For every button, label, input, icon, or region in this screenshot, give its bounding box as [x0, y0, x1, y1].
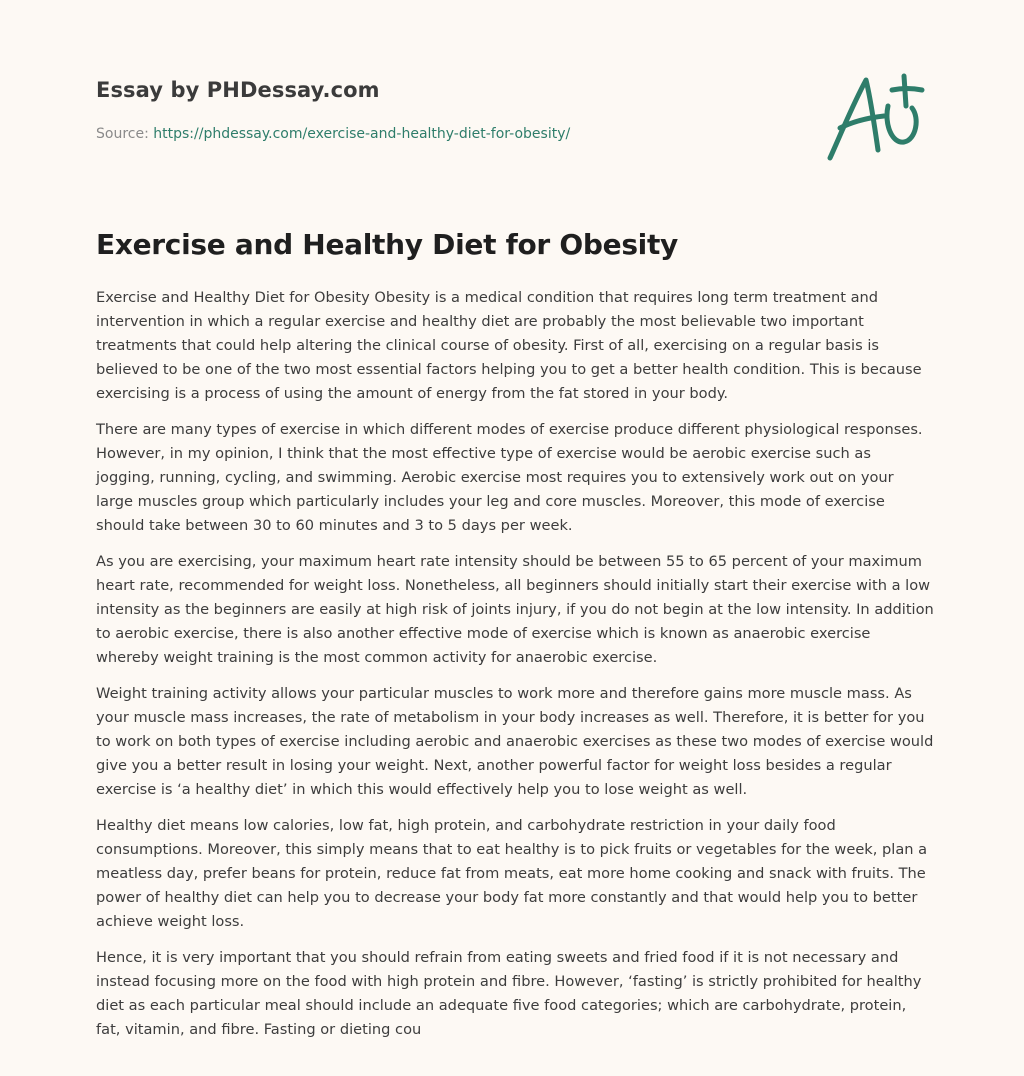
essay-paragraph: Weight training activity allows your particular muscles to work more and therefore gains more muscle mass. As your muscle mass increases, the rate of metabolism in your body increases as well. Therefore, it is better for you to work on both types of exercise including aerobic and anaerobic exercises as these two modes of exercise would give you a better result in losing your weight. Next, another powerful factor for weight loss besides a regular exercise is ‘a healthy diet’ in which this would effectively help you to lose weight as well. — [96, 685, 934, 798]
essay-paragraph: Exercise and Healthy Diet for Obesity Obesity is a medical condition that requires long term treatment and intervention in which a regular exercise and healthy diet are probably the most believable two important treatments that could help altering the clinical course of obesity. First of all, exercising on a regular basis is believed to be one of the two most essential factors helping you to get a better health condition. This is because exercising is a process of using the amount of energy from the fat stored in your body. — [96, 289, 922, 402]
brand-title: Essay by PHDessay.com — [96, 78, 380, 102]
essay-paragraph: Hence, it is very important that you should refrain from eating sweets and fried food if it is not necessary and instead focusing more on the food with high protein and fibre. However, ‘fasting’ is strictly prohibited for healthy diet as each particular meal should include an adequate five food categories; which are carbohydrate, protein, fat, vitamin, and fibre. Fasting or dieting cou — [96, 949, 922, 1038]
source-label: Source: — [96, 126, 154, 142]
essay-paragraph: As you are exercising, your maximum heart rate intensity should be between 55 to 65 percent of your maximum heart rate, recommended for weight loss. Nonetheless, all beginners should initially start their exercise with a low intensity as the beginners are easily at high risk of joints injury, if you do not begin at the low intensity. In addition to aerobic exercise, there is also another effective mode of exercise which is known as anaerobic exercise whereby weight training is the most common activity for anaerobic exercise. — [96, 553, 934, 666]
essay-title: Exercise and Healthy Diet for Obesity — [96, 228, 679, 261]
page-header — [96, 76, 796, 144]
a-plus-logo-icon — [822, 66, 928, 166]
essay-body — [96, 286, 934, 1054]
essay-paragraph: Healthy diet means low calories, low fat, high protein, and carbohydrate restriction in your daily food consumptions. Moreover, this simply means that to eat healthy is to pick fruits or vegetables for the week, plan a meatless day, prefer beans for protein, reduce fat from meats, eat more home cooking and snack with fruits. The power of healthy diet can help you to decrease your body fat more constantly and that would help you to better achieve weight loss. — [96, 817, 928, 930]
source-line — [96, 124, 796, 144]
source-link[interactable]: https://phdessay.com/exercise-and-healthy-diet-for-obesity/ — [153, 126, 571, 142]
essay-paragraph: There are many types of exercise in which different modes of exercise produce different physiological responses. However, in my opinion, I think that the most effective type of exercise would be aerobic exercise such as jogging, running, cycling, and swimming. Aerobic exercise most requires you to extensively work out on your large muscles group which particularly includes your leg and core muscles. Moreover, this mode of exercise should take between 30 to 60 minutes and 3 to 5 days per week. — [96, 421, 923, 534]
